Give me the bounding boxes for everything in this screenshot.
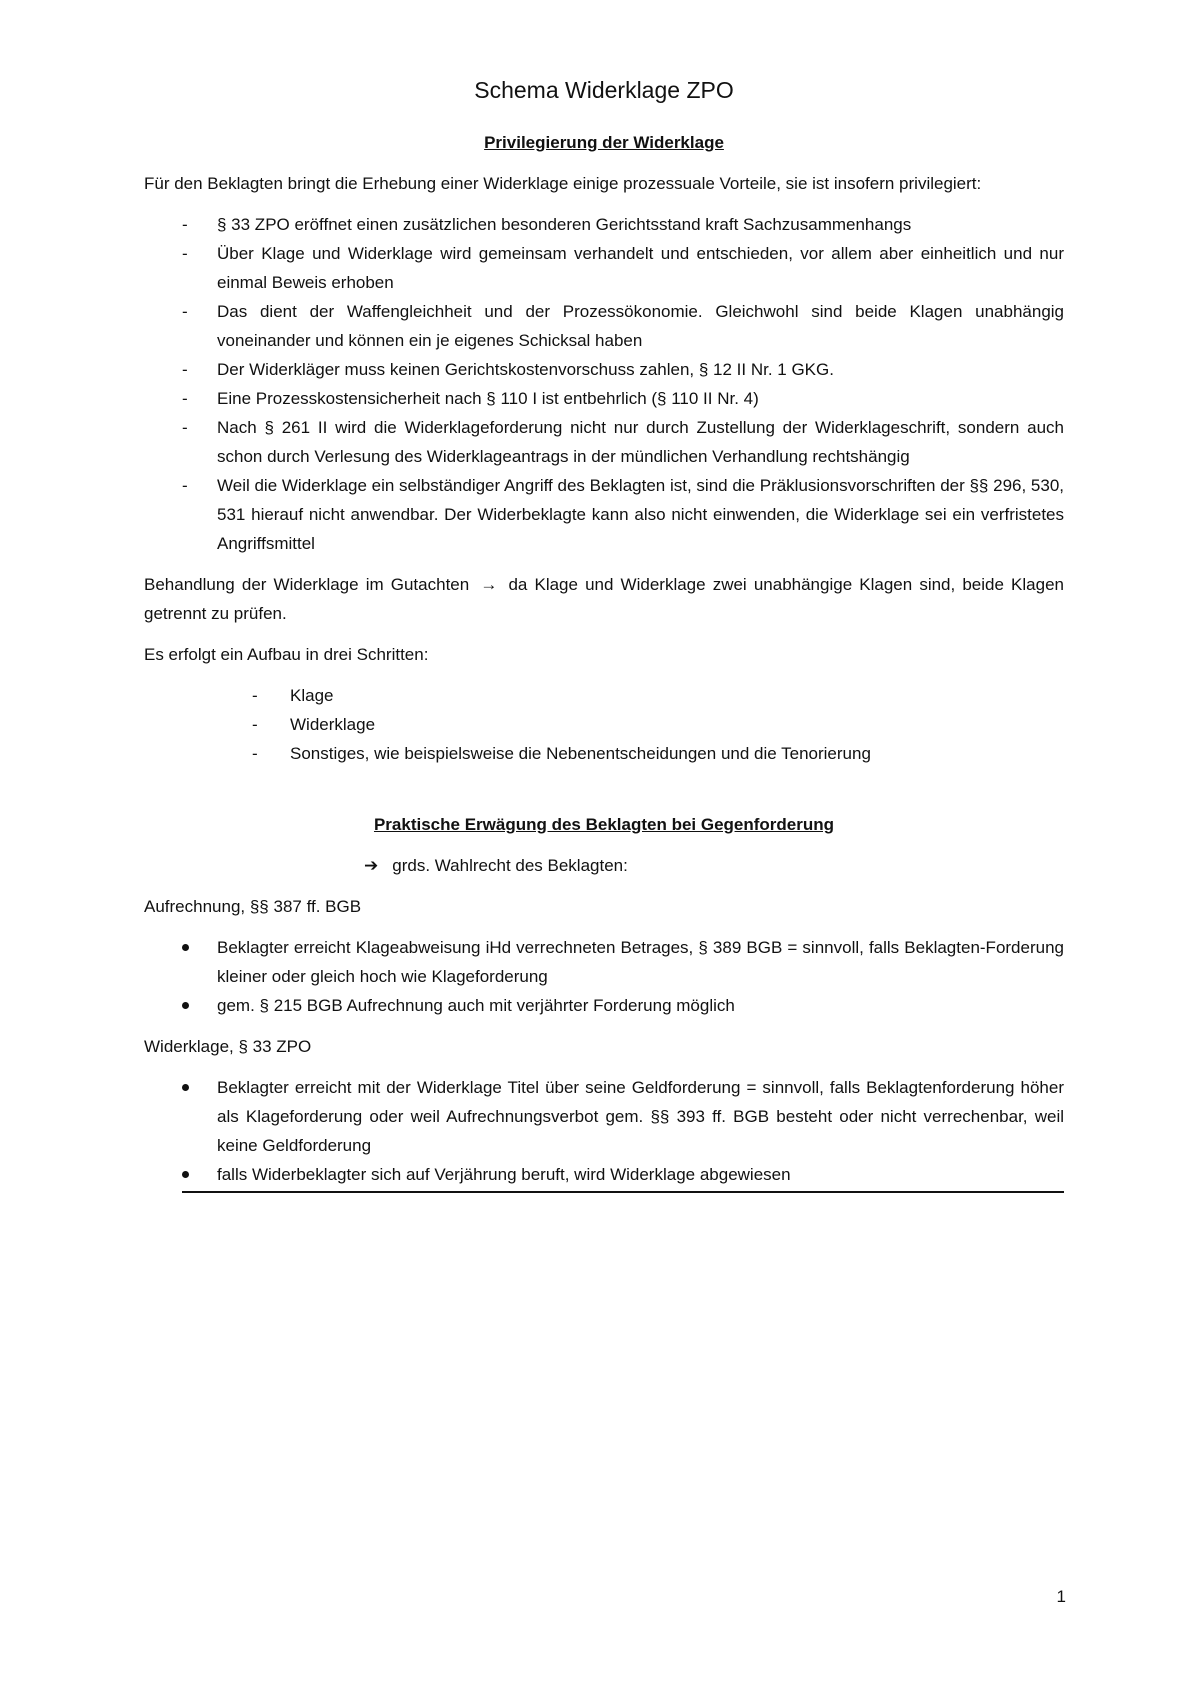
section-heading-privilegierung: Privilegierung der Widerklage xyxy=(484,133,724,152)
list-item: - Der Widerkläger muss keinen Gerichtskostenvorschuss zahlen, § 12 II Nr. 1 GKG. xyxy=(217,355,1064,384)
widerklage-label: Widerklage, § 33 ZPO xyxy=(144,1037,312,1056)
spacer xyxy=(144,780,1064,810)
horizontal-rule xyxy=(182,1191,1064,1193)
list-item: - Klage xyxy=(290,681,1064,710)
bullet-icon xyxy=(182,1084,189,1091)
list-item-text: Beklagter erreicht mit der Widerklage Titel über seine Geldforderung = sinnvoll, falls Beklagtenforderung höher als Klageforderung oder weil Aufrechnungsverbot gem. §§ 393 ff. BGB besteht oder nicht verrechenbar, weil keine Geldforderung xyxy=(217,1078,1064,1155)
bullet-icon xyxy=(182,1171,189,1178)
section-heading-gegenforderung: Praktische Erwägung des Beklagten bei Gegenforderung xyxy=(373,815,835,834)
wahlrecht-text: grds. Wahlrecht des Beklagten: xyxy=(392,856,628,875)
bullet-icon xyxy=(182,944,189,951)
bullet-icon xyxy=(182,1002,189,1009)
privilegierung-intro: Für den Beklagten bringt die Erhebung einer Widerklage einige prozessuale Vorteile, sie ist insofern privilegiert: xyxy=(144,174,982,193)
steps-intro: Es erfolgt ein Aufbau in drei Schritten: xyxy=(144,645,429,664)
list-item: - Eine Prozesskostensicherheit nach § 110 I ist entbehrlich (§ 110 II Nr. 4) xyxy=(217,384,1064,413)
list-item xyxy=(217,1160,1064,1189)
list-item-text: Beklagter erreicht Klageabweisung iHd verrechneten Betrages, § 389 BGB = sinnvoll, falls Beklagten-Forderung kleiner oder gleich hoch wie Klageforderung xyxy=(217,938,1064,986)
list-item xyxy=(217,933,1064,991)
document-body xyxy=(144,74,1064,1193)
list-item: - Weil die Widerklage ein selbständiger Angriff des Beklagten ist, sind die Präklusionsvorschriften der §§ 296, 530, 531 hierauf nicht anwendbar. Der Widerbeklagte kann also nicht einwenden, die Widerklage sei ein verfristetes Angriffsmittel xyxy=(217,471,1064,558)
list-item xyxy=(217,991,1064,1020)
list-item: - Widerklage xyxy=(290,710,1064,739)
gutachten-treatment-part2: da Klage und Widerklage zwei unabhängige Klagen sind, beide Klagen getrennt zu prüfen. xyxy=(144,575,1064,623)
list-item: - Über Klage und Widerklage wird gemeinsam verhandelt und entschieden, vor allem aber einheitlich und nur einmal Beweis erhoben xyxy=(217,239,1064,297)
steps-list xyxy=(144,681,1064,768)
wahlrecht-line xyxy=(144,851,1064,880)
bold-arrow-icon: ➔ xyxy=(364,856,379,875)
document-title: Schema Widerklage ZPO xyxy=(474,77,734,103)
list-item: - Das dient der Waffengleichheit und der Prozessökonomie. Gleichwohl sind beide Klagen unabhängig voneinander und können ein je eigenes Schicksal haben xyxy=(217,297,1064,355)
gutachten-treatment-part1: Behandlung der Widerklage im Gutachten xyxy=(144,575,470,594)
page-number: 1 xyxy=(1056,1587,1066,1606)
list-item-text: gem. § 215 BGB Aufrechnung auch mit verjährter Forderung möglich xyxy=(217,996,735,1015)
aufrechnung-label: Aufrechnung, §§ 387 ff. BGB xyxy=(144,897,362,916)
list-item: - Sonstiges, wie beispielsweise die Nebenentscheidungen und die Tenorierung xyxy=(290,739,1064,768)
gutachten-treatment xyxy=(144,570,1064,628)
privilegierung-list xyxy=(144,210,1064,558)
list-item: - Nach § 261 II wird die Widerklageforderung nicht nur durch Zustellung der Widerklageschrift, sondern auch schon durch Verlesung des Widerklageantrags in der mündlichen Verhandlung rechtshängig xyxy=(217,413,1064,471)
list-item xyxy=(217,1073,1064,1160)
list-item: - § 33 ZPO eröffnet einen zusätzlichen besonderen Gerichtsstand kraft Sachzusammenhangs xyxy=(217,210,1064,239)
aufrechnung-list xyxy=(144,933,1064,1020)
right-arrow-icon: → xyxy=(480,575,498,594)
list-item-text: falls Widerbeklagter sich auf Verjährung beruft, wird Widerklage abgewiesen xyxy=(217,1165,791,1184)
widerklage-list xyxy=(144,1073,1064,1189)
